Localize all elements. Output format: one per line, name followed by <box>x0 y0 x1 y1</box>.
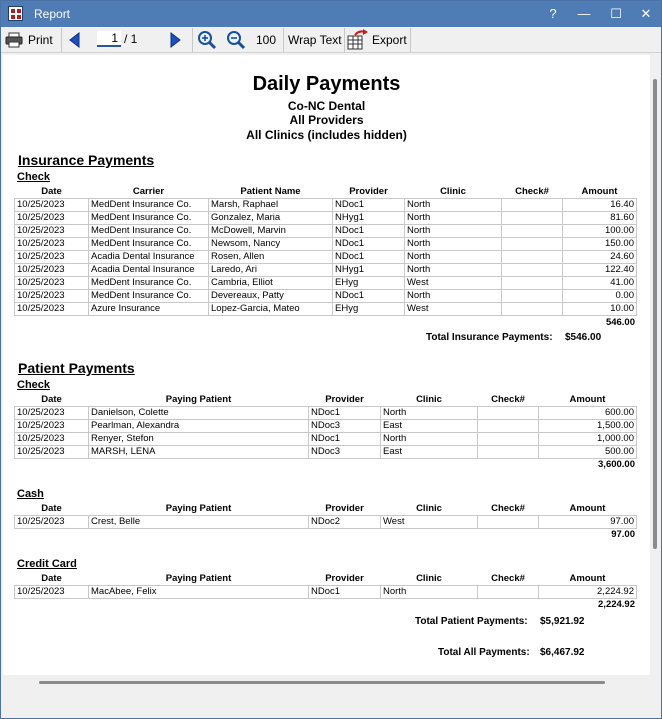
table-cell: 10/25/2023 <box>15 225 89 238</box>
table-cell: MARSH, LENA <box>89 446 309 459</box>
table-cell <box>502 264 563 277</box>
column-header: Clinic <box>416 394 442 405</box>
table-cell: North <box>405 199 502 212</box>
table-cell: Rosen, Allen <box>209 251 333 264</box>
table-cell: EHyg <box>333 303 405 316</box>
print-label: Print <box>28 33 53 47</box>
table-cell: West <box>405 303 502 316</box>
table-cell: Marsh, Raphael <box>209 199 333 212</box>
table-cell <box>502 212 563 225</box>
column-header: Clinic <box>416 573 442 584</box>
insurance-check-group: Check <box>17 171 51 183</box>
table-cell: MedDent Insurance Co. <box>89 277 209 290</box>
table-cell: 1,000.00 <box>539 433 637 446</box>
export-label: Export <box>372 33 407 47</box>
table-cell: NHyg1 <box>333 264 405 277</box>
print-button[interactable] <box>5 28 59 52</box>
table-row <box>15 251 637 264</box>
vertical-scroll-thumb[interactable] <box>653 79 657 549</box>
window-title: Report <box>34 7 71 21</box>
table-cell <box>478 586 539 599</box>
table-cell <box>478 446 539 459</box>
table-cell <box>502 225 563 238</box>
maximize-button[interactable]: ☐ <box>610 6 622 21</box>
patient-cash-group: Cash <box>17 488 44 500</box>
table-cell: 10/25/2023 <box>15 251 89 264</box>
patient-check-subtotal: 3,600.00 <box>598 459 635 470</box>
table-cell: NDoc1 <box>333 225 405 238</box>
table-cell <box>502 277 563 290</box>
column-header: Date <box>41 186 62 197</box>
table-cell <box>478 407 539 420</box>
table-cell: 10/25/2023 <box>15 264 89 277</box>
insurance-total-label: Total Insurance Payments: <box>426 332 553 343</box>
table-cell: 500.00 <box>539 446 637 459</box>
column-header: Check# <box>491 503 525 514</box>
table-cell: MedDent Insurance Co. <box>89 290 209 303</box>
table-cell: 10/25/2023 <box>15 433 89 446</box>
table-cell: Danielson, Colette <box>89 407 309 420</box>
report-title: Daily Payments <box>252 73 401 95</box>
table-cell: 600.00 <box>539 407 637 420</box>
column-header: Amount <box>569 394 606 405</box>
table-row <box>15 225 637 238</box>
column-header: Date <box>41 503 62 514</box>
column-header: Provider <box>325 503 364 514</box>
vertical-scrollbar[interactable] <box>651 55 661 675</box>
table-cell: North <box>381 586 478 599</box>
next-page-button[interactable] <box>167 28 187 52</box>
zoom-out-button[interactable] <box>226 28 248 52</box>
table-row <box>15 212 637 225</box>
table-cell: Devereaux, Patty <box>209 290 333 303</box>
table-cell: NDoc3 <box>309 420 381 433</box>
table-row <box>15 277 637 290</box>
table-row <box>15 446 637 459</box>
table-cell: Laredo, Ari <box>209 264 333 277</box>
table-cell <box>502 303 563 316</box>
table-cell: NDoc1 <box>333 238 405 251</box>
export-button[interactable] <box>347 28 409 52</box>
table-cell: West <box>381 516 478 529</box>
table-cell: 10/25/2023 <box>15 290 89 303</box>
table-cell: 2,224.92 <box>539 586 637 599</box>
patient-check-table <box>14 393 637 459</box>
column-header: Paying Patient <box>165 573 232 584</box>
table-cell: North <box>405 290 502 303</box>
insurance-subtotal: 546.00 <box>605 317 635 328</box>
previous-page-button[interactable] <box>67 28 87 52</box>
table-cell: East <box>381 446 478 459</box>
column-header: Patient Name <box>240 186 301 197</box>
column-header: Provider <box>349 186 388 197</box>
table-cell: 10.00 <box>563 303 637 316</box>
table-cell <box>478 516 539 529</box>
table-row <box>15 303 637 316</box>
table-cell: 10/25/2023 <box>15 420 89 433</box>
table-cell <box>478 433 539 446</box>
column-header: Amount <box>569 503 606 514</box>
close-button[interactable]: ✕ <box>640 6 652 21</box>
column-header: Provider <box>325 573 364 584</box>
table-cell: 41.00 <box>563 277 637 290</box>
app-icon <box>8 6 23 21</box>
arrow-right-icon <box>167 32 183 48</box>
patient-total-label: Total Patient Payments: <box>415 616 528 627</box>
table-cell <box>502 199 563 212</box>
table-cell: McDowell, Marvin <box>209 225 333 238</box>
report-clinics: All Clinics (includes hidden) <box>246 128 407 142</box>
table-cell: MedDent Insurance Co. <box>89 238 209 251</box>
table-cell: NDoc3 <box>309 446 381 459</box>
table-cell: North <box>405 264 502 277</box>
table-cell: 100.00 <box>563 225 637 238</box>
table-cell: NHyg1 <box>333 212 405 225</box>
table-cell: NDoc1 <box>309 433 381 446</box>
all-total-label: Total All Payments: <box>438 647 530 658</box>
table-cell: North <box>381 433 478 446</box>
column-header: Date <box>41 573 62 584</box>
table-cell <box>502 251 563 264</box>
page-number-input[interactable] <box>97 31 121 47</box>
table-cell: 10/25/2023 <box>15 446 89 459</box>
horizontal-scroll-thumb[interactable] <box>39 681 605 684</box>
table-cell: NDoc2 <box>309 516 381 529</box>
table-cell <box>502 238 563 251</box>
table-cell: Pearlman, Alexandra <box>89 420 309 433</box>
zoom-reset-button[interactable] <box>256 28 280 52</box>
zoom-in-button[interactable] <box>197 28 219 52</box>
printer-icon <box>5 32 23 48</box>
column-header: Paying Patient <box>165 394 232 405</box>
table-row <box>15 586 637 599</box>
table-cell: North <box>405 251 502 264</box>
column-header: Provider <box>325 394 364 405</box>
table-cell <box>478 420 539 433</box>
table-cell: East <box>381 420 478 433</box>
insurance-total-value: $546.00 <box>565 332 602 343</box>
table-cell: MedDent Insurance Co. <box>89 225 209 238</box>
column-header: Date <box>41 394 62 405</box>
patient-total-value: $5,921.92 <box>540 616 585 627</box>
table-cell: Crest, Belle <box>89 516 309 529</box>
report-document <box>3 55 650 675</box>
patient-cash-subtotal: 97.00 <box>611 529 635 540</box>
wrap-text-label: Wrap Text <box>288 33 342 47</box>
table-cell: NDoc1 <box>309 586 381 599</box>
table-cell: North <box>405 238 502 251</box>
patient-credit-subtotal: 2,224.92 <box>598 599 635 610</box>
insurance-table <box>14 185 637 316</box>
table-cell: 10/25/2023 <box>15 586 89 599</box>
patient-check-group: Check <box>17 379 51 391</box>
table-cell: 1,500.00 <box>539 420 637 433</box>
table-cell: 97.00 <box>539 516 637 529</box>
title-bar <box>1 1 661 27</box>
table-cell: Newsom, Nancy <box>209 238 333 251</box>
table-row <box>15 516 637 529</box>
arrow-left-icon <box>67 32 83 48</box>
column-header: Check# <box>491 573 525 584</box>
table-cell: 16.40 <box>563 199 637 212</box>
column-header: Clinic <box>416 503 442 514</box>
table-cell: Renyer, Stefon <box>89 433 309 446</box>
table-cell: Lopez-Garcia, Mateo <box>209 303 333 316</box>
table-cell: EHyg <box>333 277 405 290</box>
patient-credit-table <box>14 572 637 599</box>
report-providers: All Providers <box>289 113 364 127</box>
column-header: Amount <box>581 186 618 197</box>
table-cell: NDoc1 <box>333 290 405 303</box>
table-cell: 122.40 <box>563 264 637 277</box>
page-total: / 1 <box>124 32 138 46</box>
table-row <box>15 199 637 212</box>
help-button[interactable]: ? <box>549 6 557 21</box>
table-cell: Acadia Dental Insurance <box>89 264 209 277</box>
table-cell: Azure Insurance <box>89 303 209 316</box>
table-cell: 10/25/2023 <box>15 212 89 225</box>
table-cell: MedDent Insurance Co. <box>89 199 209 212</box>
table-cell: 10/25/2023 <box>15 238 89 251</box>
zoom-out-icon <box>226 30 246 50</box>
export-icon <box>347 29 369 51</box>
status-bar <box>1 691 661 719</box>
table-cell: North <box>405 225 502 238</box>
minimize-button[interactable]: — <box>577 6 591 21</box>
column-header: Clinic <box>440 186 466 197</box>
table-cell: 10/25/2023 <box>15 303 89 316</box>
table-cell: NDoc1 <box>333 199 405 212</box>
zoom-level: 100 <box>256 33 277 47</box>
zoom-in-icon <box>197 30 217 50</box>
all-total-value: $6,467.92 <box>540 647 585 658</box>
report-practice: Co-NC Dental <box>287 99 366 113</box>
table-cell: NDoc1 <box>333 251 405 264</box>
column-header: Paying Patient <box>165 503 232 514</box>
table-cell: 0.00 <box>563 290 637 303</box>
table-cell: NDoc1 <box>309 407 381 420</box>
column-header: Check# <box>515 186 549 197</box>
table-cell: North <box>405 212 502 225</box>
table-row <box>15 264 637 277</box>
insurance-payments-heading: Insurance Payments <box>18 152 155 168</box>
table-cell: North <box>381 407 478 420</box>
table-cell: MacAbee, Felix <box>89 586 309 599</box>
column-header: Carrier <box>132 186 165 197</box>
table-cell: 81.60 <box>563 212 637 225</box>
table-cell: Acadia Dental Insurance <box>89 251 209 264</box>
column-header: Check# <box>491 394 525 405</box>
horizontal-scrollbar[interactable] <box>3 675 650 691</box>
table-cell: 10/25/2023 <box>15 516 89 529</box>
table-cell: 10/25/2023 <box>15 277 89 290</box>
table-cell: 150.00 <box>563 238 637 251</box>
table-cell <box>502 290 563 303</box>
table-cell: MedDent Insurance Co. <box>89 212 209 225</box>
wrap-text-button[interactable] <box>288 28 342 52</box>
table-row <box>15 420 637 433</box>
column-header: Amount <box>569 573 606 584</box>
table-row <box>15 407 637 420</box>
table-cell: Gonzalez, Maria <box>209 212 333 225</box>
patient-credit-group: Credit Card <box>17 558 77 570</box>
table-cell: 24.60 <box>563 251 637 264</box>
table-cell: Cambria, Elliot <box>209 277 333 290</box>
table-cell: West <box>405 277 502 290</box>
table-row <box>15 290 637 303</box>
table-cell: 10/25/2023 <box>15 407 89 420</box>
table-row <box>15 238 637 251</box>
table-cell: 10/25/2023 <box>15 199 89 212</box>
patient-cash-table <box>14 502 637 529</box>
table-row <box>15 433 637 446</box>
toolbar <box>1 27 661 53</box>
patient-payments-heading: Patient Payments <box>18 360 135 376</box>
